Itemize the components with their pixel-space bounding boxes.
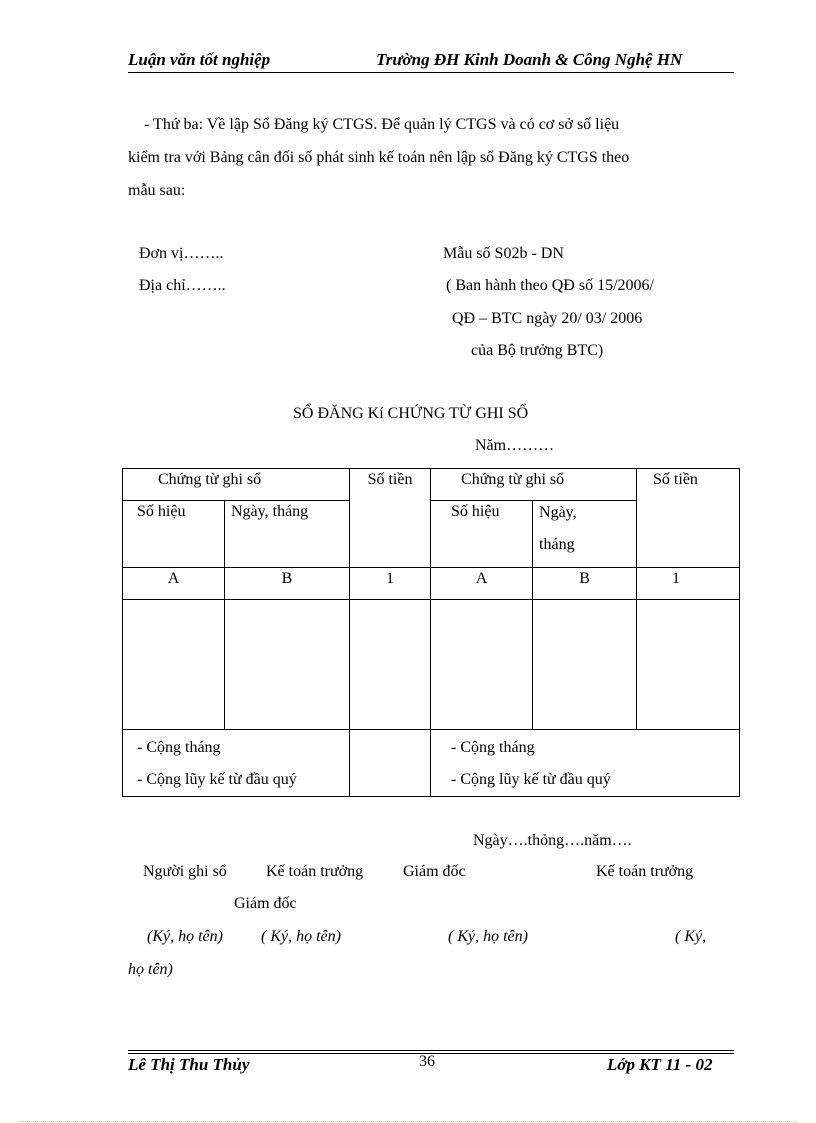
cong-thang-right: - Cộng tháng xyxy=(451,739,535,756)
totals-left xyxy=(123,730,350,797)
cong-thang-left: - Cộng tháng xyxy=(137,739,221,756)
header-right: Trường ĐH Kinh Doanh & Công Nghệ HN xyxy=(376,50,683,69)
paragraph-line-1: - Thứ ba: Về lập Sổ Đăng ký CTGS. Để quản lý CTGS và có cơ sở số liệu xyxy=(144,116,620,133)
signer-nguoi-ghi-so: Người ghi sổ xyxy=(143,863,227,880)
issued-by-line-2: QĐ – BTC ngày 20/ 03/ 2006 xyxy=(452,310,643,327)
ngay-thang-header-right xyxy=(533,501,637,568)
signer-ke-toan-truong: Kế toán trưởng xyxy=(266,863,364,880)
so-hieu-header-right: Số hiệu xyxy=(431,501,533,568)
amount-header-left: Số tiền xyxy=(350,469,431,568)
table-total-row xyxy=(123,730,740,797)
total-amount-left xyxy=(350,730,431,797)
code-a-right: A xyxy=(431,568,533,600)
sign-hint-4a: ( Ký, xyxy=(675,928,707,945)
entry-cell xyxy=(225,600,350,730)
ngay-thang-header-left: Ngày, tháng xyxy=(225,501,350,568)
paragraph-line-2: kiểm tra với Bảng cân đối số phát sinh kế toán nên lập sổ Đăng ký CTGS theo xyxy=(128,149,630,166)
code-a-left: A xyxy=(123,568,225,600)
footer-author: Lê Thị Thu Thủy xyxy=(128,1055,250,1074)
ngay-thang-header-right-l1: Ngày, xyxy=(539,504,577,521)
ngay-thang-header-right-l2: tháng xyxy=(539,536,575,553)
register-table xyxy=(122,468,740,797)
table-header-row xyxy=(123,469,740,501)
signer-giam-doc-2: Giám đốc xyxy=(234,895,297,912)
cong-luy-ke-right: - Cộng lũy kế từ đầu quý xyxy=(451,771,611,788)
sign-hint-1: (Ký, họ tên) xyxy=(147,928,223,945)
signature-date: Ngày….thỏng….năm…. xyxy=(473,832,632,849)
footer-class: Lớp KT 11 - 02 xyxy=(607,1055,713,1074)
so-hieu-header-left: Số hiệu xyxy=(123,501,225,568)
code-1-left: 1 xyxy=(350,568,431,600)
header-left: Luận văn tốt nghiệp xyxy=(128,50,271,69)
group-header-right: Chứng từ ghi sổ xyxy=(431,469,637,501)
code-b-right: B xyxy=(533,568,637,600)
amount-header-right: Số tiền xyxy=(637,469,740,568)
entry-cell xyxy=(350,600,431,730)
document-title: SỔ ĐĂNG Kí CHỨNG TỪ GHI SỔ xyxy=(293,405,529,422)
entry-cell xyxy=(431,600,533,730)
table-code-row xyxy=(123,568,740,600)
footer-rule-top xyxy=(128,1050,734,1051)
sign-hint-4b: họ tên) xyxy=(128,961,173,978)
issued-by-line-1: ( Ban hành theo QĐ số 15/2006/ xyxy=(446,277,654,294)
group-header-left: Chứng từ ghi sổ xyxy=(123,469,350,501)
issued-by-line-3: của Bộ trưởng BTC) xyxy=(471,342,604,359)
document-year: Năm……… xyxy=(475,437,555,454)
code-1-right: 1 xyxy=(637,568,740,600)
entry-cell xyxy=(533,600,637,730)
header-rule xyxy=(128,72,734,73)
entry-cell xyxy=(637,600,740,730)
sign-hint-2: ( Ký, họ tên) xyxy=(261,928,341,945)
page-bottom-border xyxy=(20,1121,796,1122)
signer-giam-doc: Giám đốc xyxy=(403,863,466,880)
paragraph-line-3: mẫu sau: xyxy=(128,182,186,199)
signer-ke-toan-truong-2: Kế toán trưởng xyxy=(596,863,694,880)
cong-luy-ke-left: - Cộng lũy kế từ đầu quý xyxy=(137,771,297,788)
entry-cell xyxy=(123,600,225,730)
table-entry-row xyxy=(123,600,740,730)
dia-chi-label: Địa chỉ…….. xyxy=(139,277,226,294)
totals-right xyxy=(431,730,740,797)
page-number: 36 xyxy=(419,1053,435,1070)
form-number: Mẫu số S02b - DN xyxy=(443,245,564,262)
sign-hint-3: ( Ký, họ tên) xyxy=(448,928,528,945)
code-b-left: B xyxy=(225,568,350,600)
don-vi-label: Đơn vị…….. xyxy=(139,245,224,262)
